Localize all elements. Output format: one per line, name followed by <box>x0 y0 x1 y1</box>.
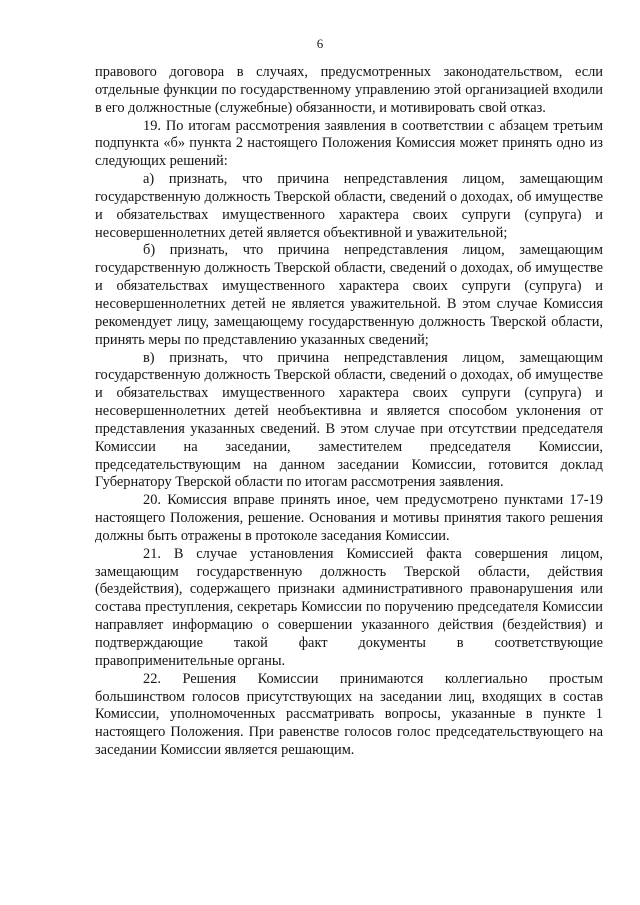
paragraph-item-22: 22. Решения Комиссии принимаются коллегиально простым большинством голосов присутствующих на заседании лиц, входящих в состав Комиссии, уполномоченных рассматривать вопросы, указанные в пункте 1 настоящего Положения. При равенстве голосов голос председательствующего на заседании Комиссии является решающим. <box>95 670 603 759</box>
paragraph-item-19-a: а) признать, что причина непредставления лицом, замещающим государственную должность Тверской области, сведений о доходах, об имуществе и обязательствах имущественного характера своих супруги (супруга) и несовершеннолетних детей является объективной и уважительной; <box>95 171 603 241</box>
page-number: 6 <box>316 36 324 51</box>
paragraph-item-20: 20. Комиссия вправе принять иное, чем предусмотрено пунктами 17-19 настоящего Положения, решение. Основания и мотивы принятия такого решения должны быть отражены в протоколе заседания Комиссии. <box>95 492 603 544</box>
paragraph-item-19: 19. По итогам рассмотрения заявления в соответствии с абзацем третьим подпункта «б» пункта 2 настоящего Положения Комиссия может принять одно из следующих решений: <box>95 117 603 170</box>
paragraph-item-19-v: в) признать, что причина непредставления лицом, замещающим государственную должность Тверской области, сведений о доходах, об имуществе и обязательствах имущественного характера своих супруги (супруга) и несовершеннолетних детей необъективна и является способом уклонения от представления указанных сведений. В этом случае при отсутствии председателя Комиссии на заседании, заместителем председателя Комиссии, председательствующим на данном заседании Комиссии, готовится доклад Губернатору Тверской области по итогам рассмотрения заявления. <box>95 349 603 491</box>
paragraph-item-19-b: б) признать, что причина непредставления лицом, замещающим государственную должность Тверской области, сведений о доходах, об имуществе и обязательствах имущественного характера своих супруги (супруга) и несовершеннолетних детей не является уважительной. В этом случае Комиссия рекомендует лицу, замещающему государственную должность Тверской области, принять меры по представлению указанных сведений; <box>95 242 603 348</box>
paragraph-continuation: правового договора в случаях, предусмотренных законодательством, если отдельные функции по государственному управлению этой организацией входили в его должностные (служебные) обязанности, и мотивировать свой отказ. <box>95 64 603 116</box>
paragraph-item-21: 21. В случае установления Комиссией факта совершения лицом, замещающим государственную должность Тверской области, действия (бездействия), содержащего признаки административного правонарушения или состава преступления, секретарь Комиссии по поручению председателя Комиссии направляет информацию о совершении указанного действия (бездействия) и подтверждающие такой факт документы в соответствующие правоприменительные органы. <box>95 545 603 669</box>
document-body <box>95 64 603 760</box>
